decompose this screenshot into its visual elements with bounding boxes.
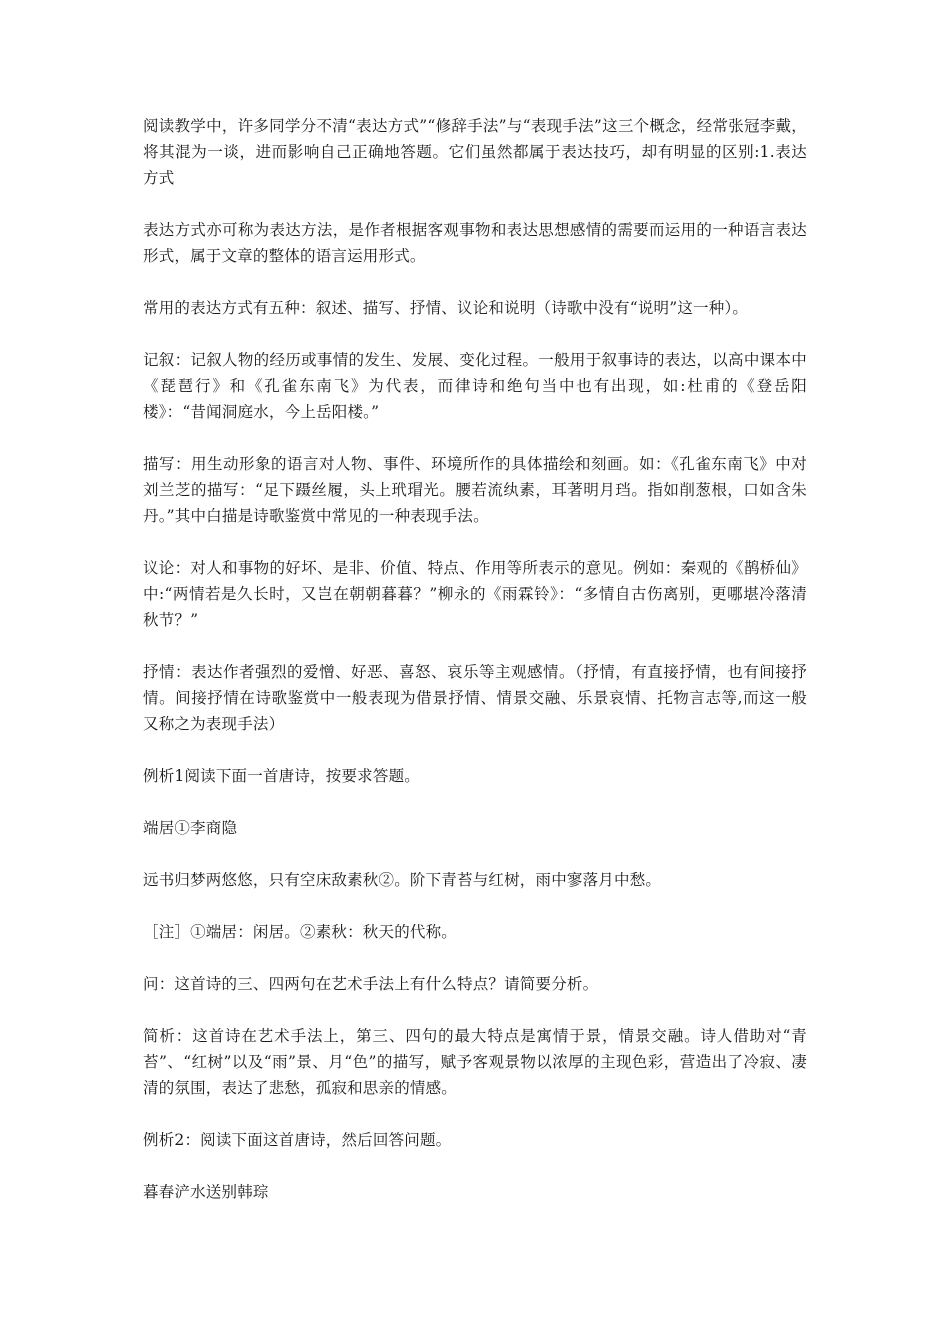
paragraph-lyric: 抒情：表达作者强烈的爱憎、好恶、喜怒、哀乐等主观感情。（抒情，有直接抒情，也有间接抒情。间接抒情在诗歌鉴赏中一般表现为借景抒情、情景交融、乐景哀情、托物言志等,而这一般又称之为表现手法） (143, 663, 807, 733)
paragraph-example-2-heading: 例析2：阅读下面这首唐诗，然后回答问题。 (143, 1131, 452, 1149)
paragraph-definition: 表达方式亦可称为表达方法，是作者根据客观事物和表达思想感情的需要而运用的一种语言表达形式，属于文章的整体的语言运用形式。 (143, 221, 807, 265)
paragraph-description: 描写：用生动形象的语言对人物、事件、环境所作的具体描绘和刻画。如：《孔雀东南飞》中对刘兰芝的描写：“足下蹑丝履，头上玳瑁光。腰若流纨素，耳著明月珰。指如削葱根，口如含朱丹。”其中白描是诗歌鉴赏中常见的一种表现手法。 (143, 455, 807, 525)
paragraph-question-1: 问：这首诗的三、四两句在艺术手法上有什么特点？请简要分析。 (143, 975, 599, 993)
paragraph-poem-notes-1: ［注］①端居：闲居。②素秋：秋天的代称。 (143, 923, 458, 941)
paragraph-intro: 阅读教学中，许多同学分不清“表达方式”“修辞手法”与“表现手法”这三个概念，经常张冠李戴，将其混为一谈，进而影响自己正确地答题。它们虽然都属于表达技巧，却有明显的区别:1.表达方式 (143, 117, 807, 187)
paragraph-poem-title-1: 端居①李商隐 (143, 819, 238, 837)
paragraph-poem-text-1: 远书归梦两悠悠，只有空床敌素秋②。阶下青苔与红树，雨中寥落月中愁。 (143, 871, 662, 889)
paragraph-poem-title-2: 暮春浐水送别韩琮 (143, 1183, 269, 1201)
paragraph-argument: 议论：对人和事物的好坏、是非、价值、特点、作用等所表示的意见。例如：秦观的《鹊桥仙》中:“两情若是久长时，又岂在朝朝暮暮？”柳永的《雨霖铃》：“多情自古伤离别，更哪堪冷落清秋节？” (143, 559, 807, 629)
paragraph-analysis-1: 简析：这首诗在艺术手法上，第三、四句的最大特点是寓情于景，情景交融。诗人借助对“青苔”、“红树”以及“雨”景、月“色”的描写，赋予客观景物以浓厚的主现色彩，营造出了冷寂、凄清的氛围，表达了悲愁，孤寂和思亲的情感。 (143, 1027, 807, 1097)
paragraph-example-1-heading: 例析1阅读下面一首唐诗，按要求答题。 (143, 767, 420, 785)
paragraph-five-types: 常用的表达方式有五种：叙述、描写、抒情、议论和说明（诗歌中没有“说明”这一种）。 (143, 299, 749, 317)
document-body (143, 113, 807, 1231)
paragraph-narration: 记叙：记叙人物的经历或事情的发生、发展、变化过程。一般用于叙事诗的表达，以高中课本中《琵琶行》和《孔雀东南飞》为代表，而律诗和绝句当中也有出现，如:杜甫的《登岳阳楼》：“昔闻洞庭水，今上岳阳楼。” (143, 351, 807, 421)
